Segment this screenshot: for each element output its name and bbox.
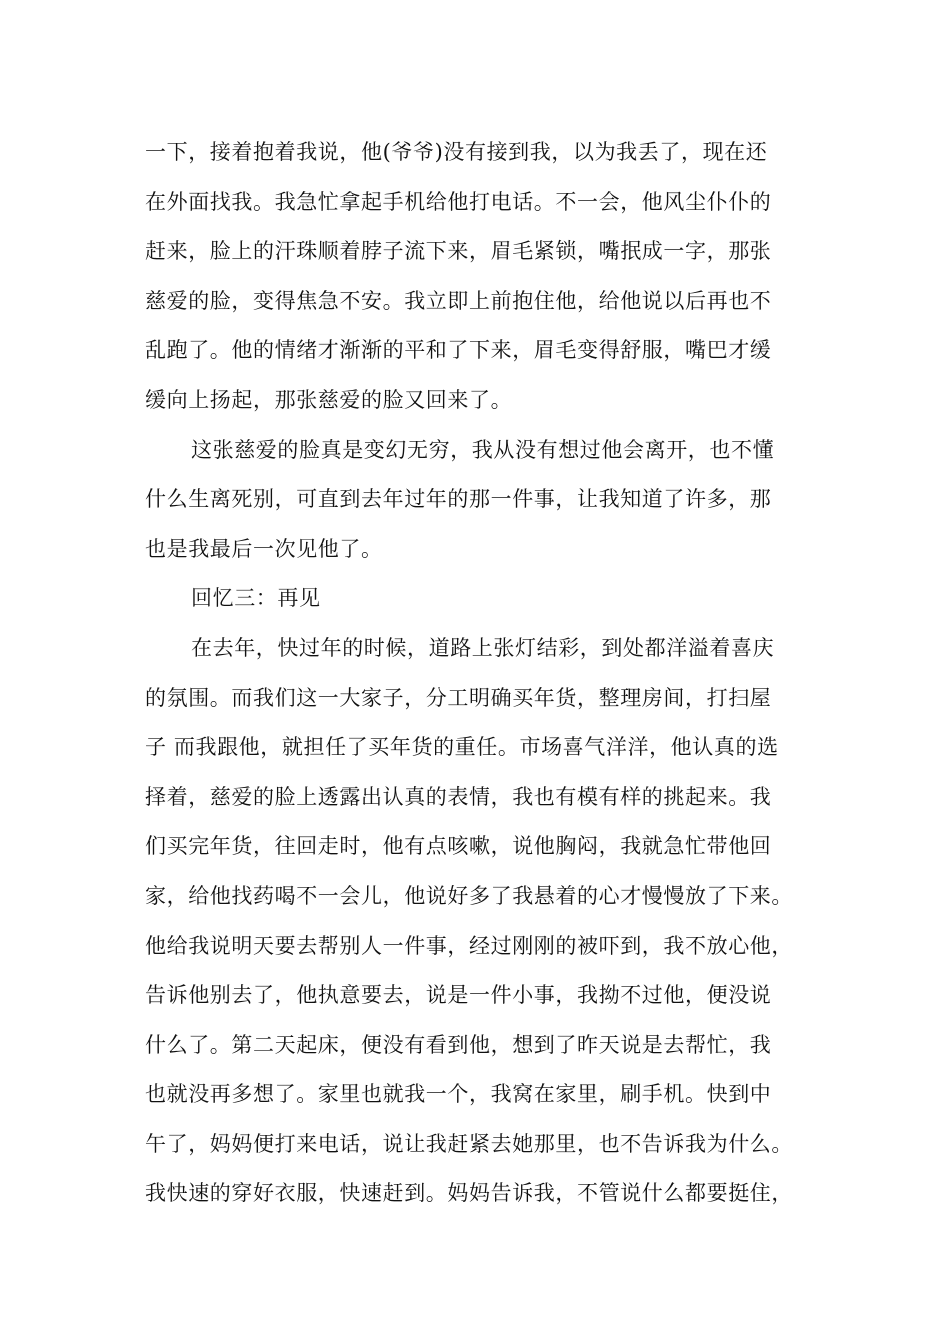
text-line: 乱跑了。他的情绪才渐渐的平和了下来，眉毛变得舒服，嘴巴才缓	[145, 338, 772, 363]
text-line: 午了，妈妈便打来电话，说让我赶紧去她那里，也不告诉我为什么。	[145, 1131, 793, 1156]
text-line: 赶来，脸上的汗珠顺着脖子流下来，眉毛紧锁，嘴抿成一字，那张	[145, 239, 772, 264]
text-line: 择着，慈爱的脸上透露出认真的表情，我也有模有样的挑起来。我	[145, 784, 772, 809]
text-line: 一下，接着抱着我说，他(爷爷)没有接到我，以为我丢了，现在还	[145, 140, 768, 164]
text-line: 们买完年货，往回走时，他有点咳嗽，说他胸闷，我就急忙带他回	[145, 834, 772, 859]
text-line: 在去年，快过年的时候，道路上张灯结彩，到处都洋溢着喜庆	[191, 635, 775, 660]
text-line: 慈爱的脸，变得焦急不安。我立即上前抱住他，给他说以后再也不	[145, 288, 772, 313]
text-line: 告诉他别去了，他执意要去，说是一件小事，我拗不过他，便没说	[145, 983, 772, 1008]
text-line: 回忆三：再见	[191, 586, 321, 611]
text-line: 也就没再多想了。家里也就我一个，我窝在家里，刷手机。快到中	[145, 1082, 772, 1107]
text-line: 也是我最后一次见他了。	[145, 536, 383, 561]
text-line: 缓向上扬起，那张慈爱的脸又回来了。	[145, 387, 513, 412]
text-line: 家，给他找药喝不一会儿，他说好多了我悬着的心才慢慢放了下来。	[145, 883, 793, 908]
text-line: 我快速的穿好衣服，快速赶到。妈妈告诉我，不管说什么都要挺住，	[145, 1181, 793, 1206]
text-line: 什么了。第二天起床，便没有看到他，想到了昨天说是去帮忙，我	[145, 1032, 772, 1057]
text-line: 的氛围。而我们这一大家子，分工明确买年货，整理房间，打扫屋	[145, 685, 772, 710]
text-line: 什么生离死别，可直到去年过年的那一件事，让我知道了许多，那	[145, 487, 772, 512]
text-line: 这张慈爱的脸真是变幻无穷，我从没有想过他会离开，也不懂	[191, 437, 775, 462]
document-body	[145, 128, 815, 1219]
text-line: 子 而我跟他，就担任了买年货的重任。市场喜气洋洋，他认真的选	[145, 735, 779, 760]
text-line: 在外面找我。我急忙拿起手机给他打电话。不一会，他风尘仆仆的	[145, 189, 772, 214]
text-line: 他给我说明天要去帮别人一件事，经过刚刚的被吓到，我不放心他，	[145, 933, 793, 958]
